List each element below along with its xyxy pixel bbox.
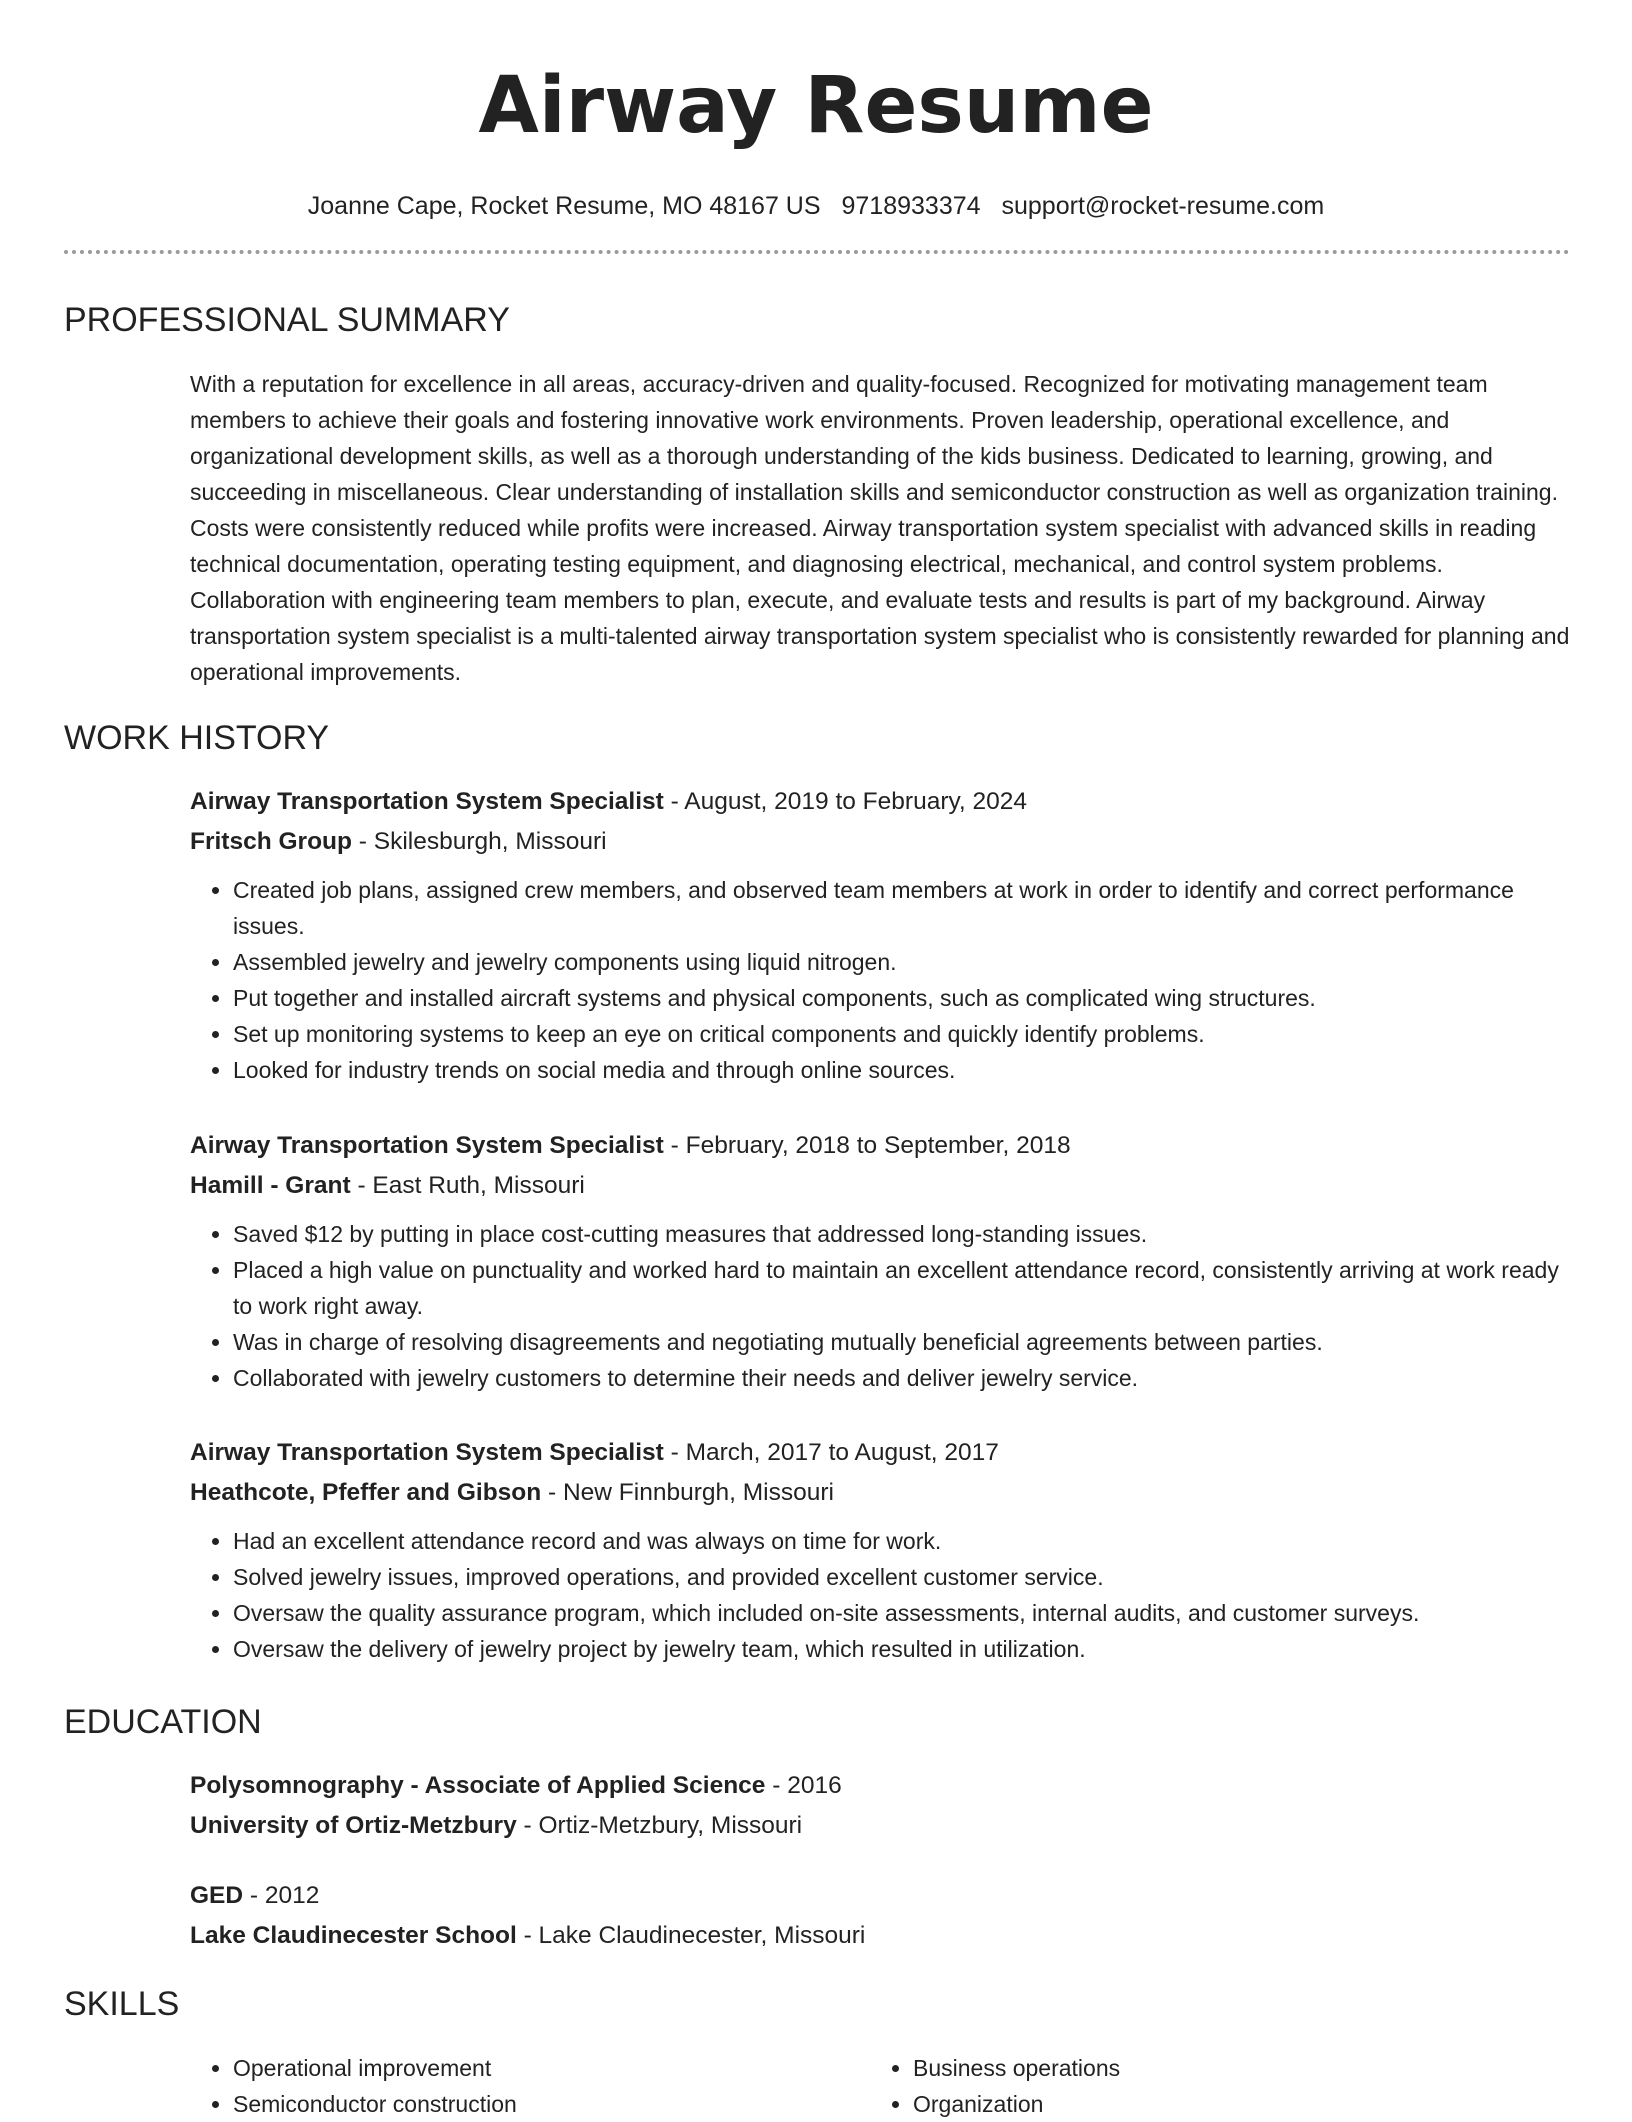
skills-column-right [870,2050,1120,2122]
job-company-line [190,1166,1570,1206]
header-divider [64,250,1570,254]
job-title: Airway Transportation System Specialist [190,788,664,815]
job-location: - Skilesburgh, Missouri [351,828,607,855]
job-location: - East Ruth, Missouri [350,1172,585,1199]
education-school-line [190,1806,1570,1846]
job-dates: - March, 2017 to August, 2017 [663,1439,999,1466]
job-heading [190,782,1570,822]
list-item: • Had an excellent attendance record and was always on time for work. [233,1523,1570,1559]
list-item: • Collaborated with jewelry customers to determine their needs and deliver jewelry service. [233,1360,1570,1396]
list-item: • Oversaw the delivery of jewelry project by jewelry team, which resulted in utilization. [233,1631,1570,1667]
summary-text: With a reputation for excellence in all areas, accuracy-driven and quality-focused. Recognized for motivating management team members to achieve their goals and fostering innovative work environments. Proven leadership, operational excellence, and organizational development skills, as well as a thorough understanding of the kids business. Dedicated to learning, growing, and succeeding in miscellaneous. Clear understanding of installation skills and semiconductor construction as well as organization training. Costs were consistently reduced while profits were increased. Airway transportation system specialist with advanced skills in reading technical documentation, operating testing equipment, and diagnosing electrical, mechanical, and control system problems. Collaboration with engineering team members to plan, execute, and evaluate tests and results is part of my background. Airway transportation system specialist is a multi-talented airway transportation system specialist who is consistently rewarded for planning and operational improvements. [190,371,1570,685]
job-dates: - August, 2019 to February, 2024 [663,788,1028,815]
job-entry [190,782,1570,1088]
list-item: • Saved $12 by putting in place cost-cutting measures that addressed long-standing issues. [233,1216,1570,1252]
section-title-education: EDUCATION [64,1703,262,1741]
section-title-skills: SKILLS [64,1985,180,2023]
job-title: Airway Transportation System Specialist [190,1132,664,1159]
list-item: • Was in charge of resolving disagreements and negotiating mutually beneficial agreements between parties. [233,1324,1570,1360]
education-degree: GED [190,1882,244,1909]
skill-item: • Semiconductor construction [233,2086,517,2122]
job-entry [190,1433,1570,1667]
list-item: • Created job plans, assigned crew members, and observed team members at work in order to identify and correct performance issues. [233,872,1570,944]
education-school: Lake Claudinecester School [190,1922,517,1949]
resume-title: Airway Resume [478,61,1154,151]
contact-email: support@rocket-resume.com [1001,192,1325,220]
job-dates: - February, 2018 to September, 2018 [663,1132,1071,1159]
contact-address: Joanne Cape, Rocket Resume, MO 48167 US [307,192,821,220]
contact-phone: 9718933374 [841,192,981,220]
education-year: - 2016 [765,1772,842,1799]
education-location: - Ortiz-Metzbury, Missouri [516,1812,803,1839]
list-item: • Solved jewelry issues, improved operations, and provided excellent customer service. [233,1559,1570,1595]
education-school-line [190,1916,1570,1956]
list-item: • Placed a high value on punctuality and worked hard to maintain an excellent attendance record, consistently arriving at work ready to work right away. [233,1252,1570,1324]
education-heading [190,1876,1570,1916]
resume-header [0,0,1632,222]
education-entry [190,1766,1570,1846]
list-item: • Oversaw the quality assurance program, which included on-site assessments, internal audits, and customer surveys. [233,1595,1570,1631]
job-company: Fritsch Group [190,828,352,855]
list-item: • Set up monitoring systems to keep an eye on critical components and quickly identify problems. [233,1016,1570,1052]
list-item: • Put together and installed aircraft systems and physical components, such as complicated wing structures. [233,980,1570,1016]
skills-column-left [190,2050,517,2122]
job-heading [190,1433,1570,1473]
section-title-summary: PROFESSIONAL SUMMARY [64,301,510,339]
education-entry [190,1876,1570,1956]
skill-item: • Organization [913,2086,1120,2122]
education-school: University of Ortiz-Metzbury [190,1812,517,1839]
job-company: Heathcote, Pfeffer and Gibson [190,1479,542,1506]
job-bullets [190,872,1570,1088]
list-item: • Looked for industry trends on social media and through online sources. [233,1052,1570,1088]
job-entry [190,1126,1570,1396]
job-bullets [190,1216,1570,1396]
education-degree: Polysomnography - Associate of Applied Science [190,1772,766,1799]
job-bullets [190,1523,1570,1667]
job-location: - New Finnburgh, Missouri [541,1479,834,1506]
list-item: • Assembled jewelry and jewelry components using liquid nitrogen. [233,944,1570,980]
skill-item: • Operational improvement [233,2050,517,2086]
section-title-work: WORK HISTORY [64,719,330,757]
education-location: - Lake Claudinecester, Missouri [516,1922,866,1949]
job-title: Airway Transportation System Specialist [190,1439,664,1466]
contact-line [0,190,1632,222]
job-company-line [190,1473,1570,1513]
skill-item: • Business operations [913,2050,1120,2086]
education-year: - 2012 [243,1882,320,1909]
job-company: Hamill - Grant [190,1172,351,1199]
job-heading [190,1126,1570,1166]
job-company-line [190,822,1570,862]
education-heading [190,1766,1570,1806]
